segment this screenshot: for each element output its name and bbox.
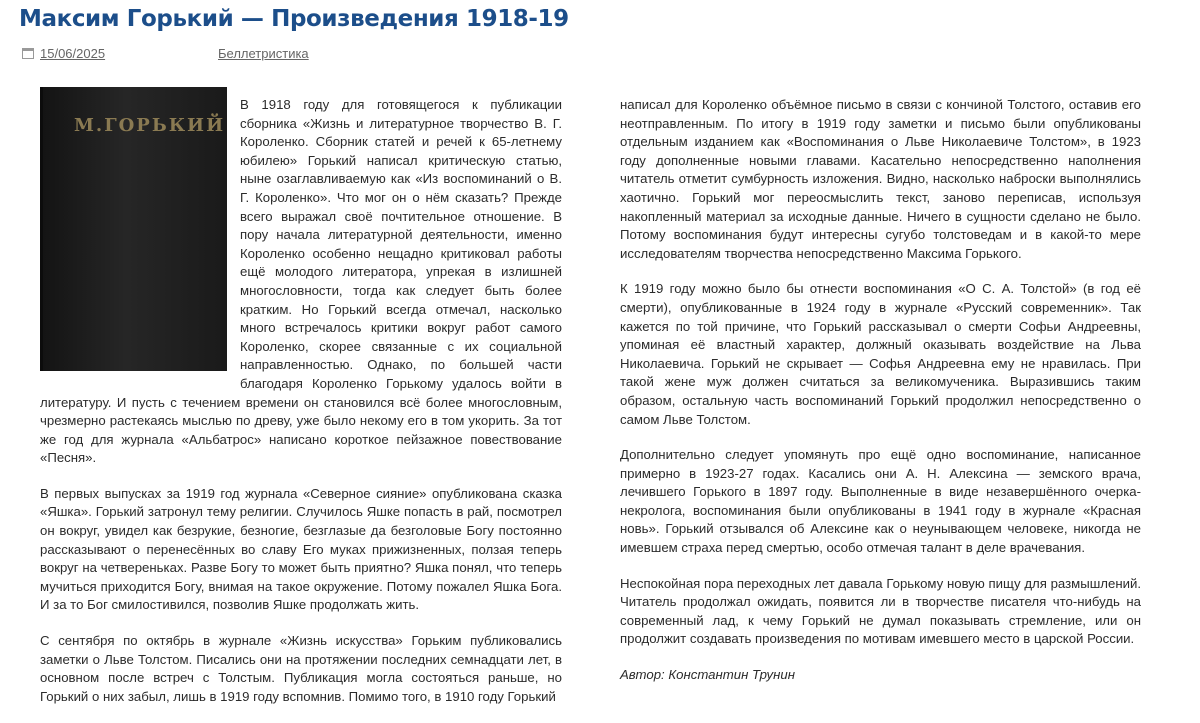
- article-column-right: [620, 96, 1141, 702]
- article-paragraph: В 1918 году для готовящегося к публикации сборника «Жизнь и литературное творчество В. Г. Короленко. Сборник статей и речей к 65-летнему юбилею» Горький написал критическую статью, ныне озаглавливаемую как «Из воспоминаний о В. Г. Короленко». Что мог он о нём сказать? Прежде всего выражал своё почтительное отношение. В пору начала литературной деятельности, именно Короленко особенно нещадно критиковал работы ещё молодого литератора, упрекая в излишней многословности, тогда как следует быть более кратким. Но Горький всегда отмечал, насколько много встречалось критики вокруг работ самого Короленко, скорее связанные с их социальной направленностью. Однако, по большей части благодаря Короленко Горькому удалось войти в литературу. И пусть с течением времени он становился всё более многословным, чрезмерно растекаясь мыслью по древу, уже было некому его в том укорить. За тот же год для журнала «Альбатрос» написано короткое пейзажное повествование «Песня».: [40, 97, 562, 466]
- article-paragraph: Неспокойная пора переходных лет давала Горькому новую пищу для размышлений. Читатель продолжал ожидать, появится ли в творчестве писателя что-нибудь на современный лад, к чему Горький не думал показывать стремление, или он продолжит создавать произведения по мотивам имевшего место в царской России.: [620, 575, 1141, 647]
- calendar-icon: [22, 48, 34, 59]
- article-title: Максим Горький — Произведения 1918-19: [19, 6, 569, 32]
- article-paragraph: Дополнительно следует упомянуть про ещё одно воспоминание, написанное примерно в 1923-27 годах. Касались они А. Н. Алексина — земского врача, лечившего Горького в 1897 году. Выполненные в виде незавершённого очерка-некролога, воспоминания были опубликованы в 1941 году в журнале «Красная новь». Горький отзывался об Алексине как о неунывающем человеке, никогда не имевшем страха перед смертью, особо отмечая талант в деле врачевания.: [620, 447, 1141, 556]
- article-paragraph: С сентября по октябрь в журнале «Жизнь искусства» Горьким публиковались заметки о Льве Толстом. Писались они на протяжении последних семнадцати лет, в основном после встреч с Толстым. Публикация могла состояться раньше, но Горький о них забыл, лишь в 1919 году вспомнив. Помимо того, в 1910 году Горький: [40, 633, 562, 704]
- book-cover-image: [40, 87, 227, 371]
- post-date-link[interactable]: 15/06/2025: [40, 46, 106, 61]
- article-paragraph: К 1919 году можно было бы отнести воспоминания «О С. А. Толстой» (в год её смерти), опубликованные в 1924 году в журнале «Русский современник». Так кажется по той причине, что Горький рассказывал о смерти Софьи Андреевны, упоминая её властный характер, должный оказывать воздействие на Льва Николаевича. Горький не скрывает — Софья Андреевна ему не нравилась. При такой жене муж должен считаться за великомученика. Выразившись таким образом, остальную часть воспоминаний Горький продолжил непосредственно о самом Льве Толстом.: [620, 281, 1141, 427]
- article-column-left: [40, 96, 562, 723]
- article-paragraph: В первых выпусках за 1919 год журнала «Северное сияние» опубликована сказка «Яшка». Горький затронул тему религии. Случилось Яшке попасть в рай, посмотрел он вокруг, увидел как безрукие, безногие, безглазые да безголовые Богу постоянно рассказывают о перенесённых во славу Его муках прижизненных, ползая теперь вокруг на четвереньках. Разве Богу то может быть приятно? Яшка понял, что теперь мучиться приходится Богу, внимая на такое окружение. Потому пожалел Яшка Бога. И за то Бог смилостивился, позволив Яшке продолжать жить.: [40, 485, 562, 613]
- author-byline: Автор: Константин Трунин: [620, 667, 795, 683]
- book-cover-title: М.ГОРЬКИЙ: [74, 115, 226, 136]
- category-link[interactable]: Беллетристика: [218, 46, 309, 61]
- article-paragraph: написал для Короленко объёмное письмо в связи с кончиной Толстого, оставив его неотправленным. По итогу в 1919 году заметки и письмо были опубликованы отдельным изданием как «Воспоминания о Льве Николаевиче Толстом», в 1923 году дополненные новыми главами. Касательно непосредственно наполнения читатель отметит сумбурность изложения. Видно, насколько наброски выполнялись хаотично. Горький мог переосмыслить текст, заново переписав, используя накопленный материал за исходные данные. Ничего в сущности сделано не было. Потому воспоминания будут интересны сугубо толстоведам и в какой-то мере исследователям творчества непосредственно Максима Горького.: [620, 97, 1141, 261]
- post-date: [22, 46, 105, 61]
